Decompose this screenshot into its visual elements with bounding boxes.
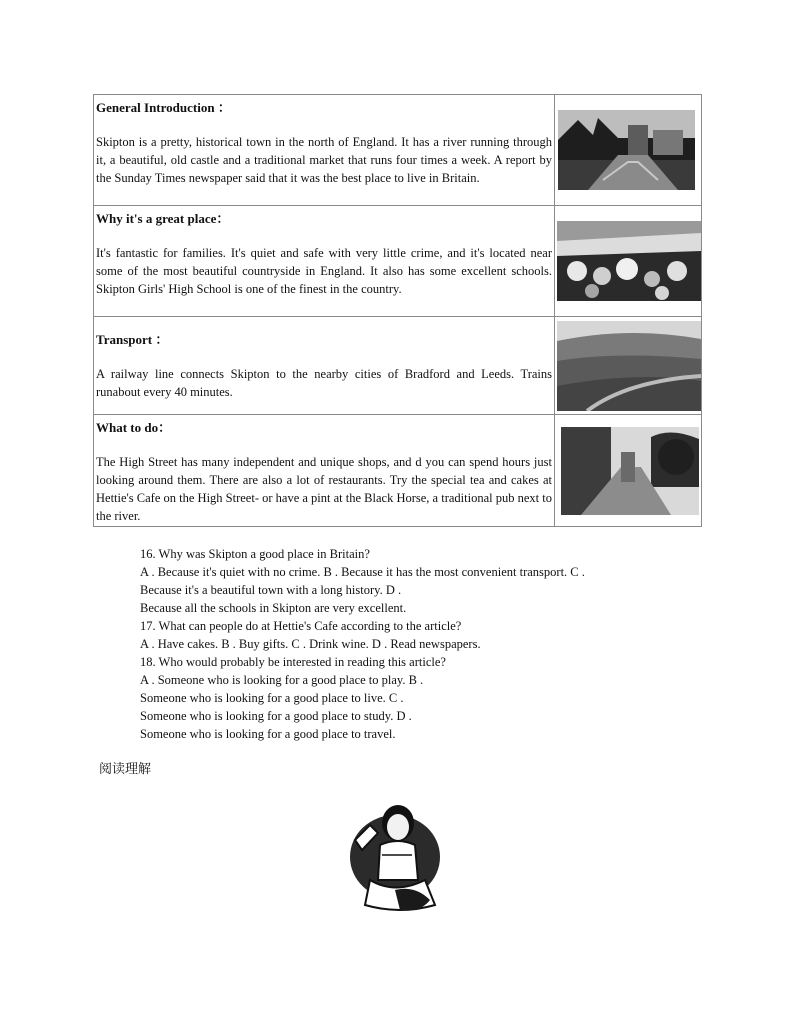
section-image-cell	[555, 317, 701, 414]
section-text-cell	[94, 95, 555, 205]
question-line: 17. What can people do at Hettie's Cafe according to the article?	[140, 619, 462, 633]
section-body: The High Street has many independent and unique shops, and d you can spend hours just looking around them. There are also a lot of restaurants. Try the special tea and cakes at Hettie's Cafe on the High Street- or have a pint at the Black Horse, a traditional pub next to the river.	[96, 455, 552, 523]
question-line: Someone who is looking for a good place to live. C .	[140, 691, 404, 705]
section-image-cell	[555, 95, 701, 205]
section-text-cell	[94, 206, 555, 316]
section-text-cell	[94, 415, 555, 526]
section-label: 阅读理解	[99, 762, 152, 777]
section-general	[94, 95, 701, 206]
section-body: It's fantastic for families. It's quiet and safe with very little crime, and it's located near some of the most beautiful countryside in England. It also has some excellent schools. Skipton Girls' High School is one of the finest in the country.	[96, 246, 552, 296]
question-line: Someone who is looking for a good place to travel.	[140, 727, 396, 741]
questions-block	[140, 545, 700, 743]
article-table	[93, 94, 702, 527]
section-image-cell	[555, 415, 701, 526]
street-photo	[561, 427, 699, 515]
section-body: Skipton is a pretty, historical town in the north of England. It has a river running through it, a beautiful, old castle and a traditional market that runs four times a week. A report by the Sunday Times newspaper said that it was the best place to live in Britain.	[96, 135, 552, 185]
section-why	[94, 206, 701, 317]
girl-reading-clipart	[340, 795, 450, 920]
countryside-photo	[557, 321, 701, 411]
market-photo	[557, 221, 701, 301]
section-image-cell	[555, 206, 701, 316]
question-line: A . Because it's quiet with no crime. B . Because it has the most convenient transport. C .	[140, 565, 585, 579]
question-line: Someone who is looking for a good place to study. D .	[140, 709, 412, 723]
question-line: Because all the schools in Skipton are very excellent.	[140, 601, 407, 615]
section-heading: What to do：	[96, 420, 172, 435]
section-what-to-do	[94, 415, 701, 526]
question-line: 16. Why was Skipton a good place in Britain?	[140, 547, 370, 561]
river-town-photo	[558, 110, 695, 190]
section-transport	[94, 317, 701, 415]
question-line: A . Someone who is looking for a good place to play. B .	[140, 673, 424, 687]
section-heading: Transport ：	[96, 332, 169, 347]
question-line: Because it's a beautiful town with a long history. D .	[140, 583, 402, 597]
section-heading: General Introduction ：	[96, 100, 231, 115]
section-heading: Why it's a great place：	[96, 211, 230, 226]
question-line: 18. Who would probably be interested in reading this article?	[140, 655, 446, 669]
question-line: A . Have cakes. B . Buy gifts. C . Drink wine. D . Read newspapers.	[140, 637, 481, 651]
section-body: A railway line connects Skipton to the nearby cities of Bradford and Leeds. Trains runabout every 40 minutes.	[96, 367, 552, 399]
section-text-cell	[94, 317, 555, 414]
